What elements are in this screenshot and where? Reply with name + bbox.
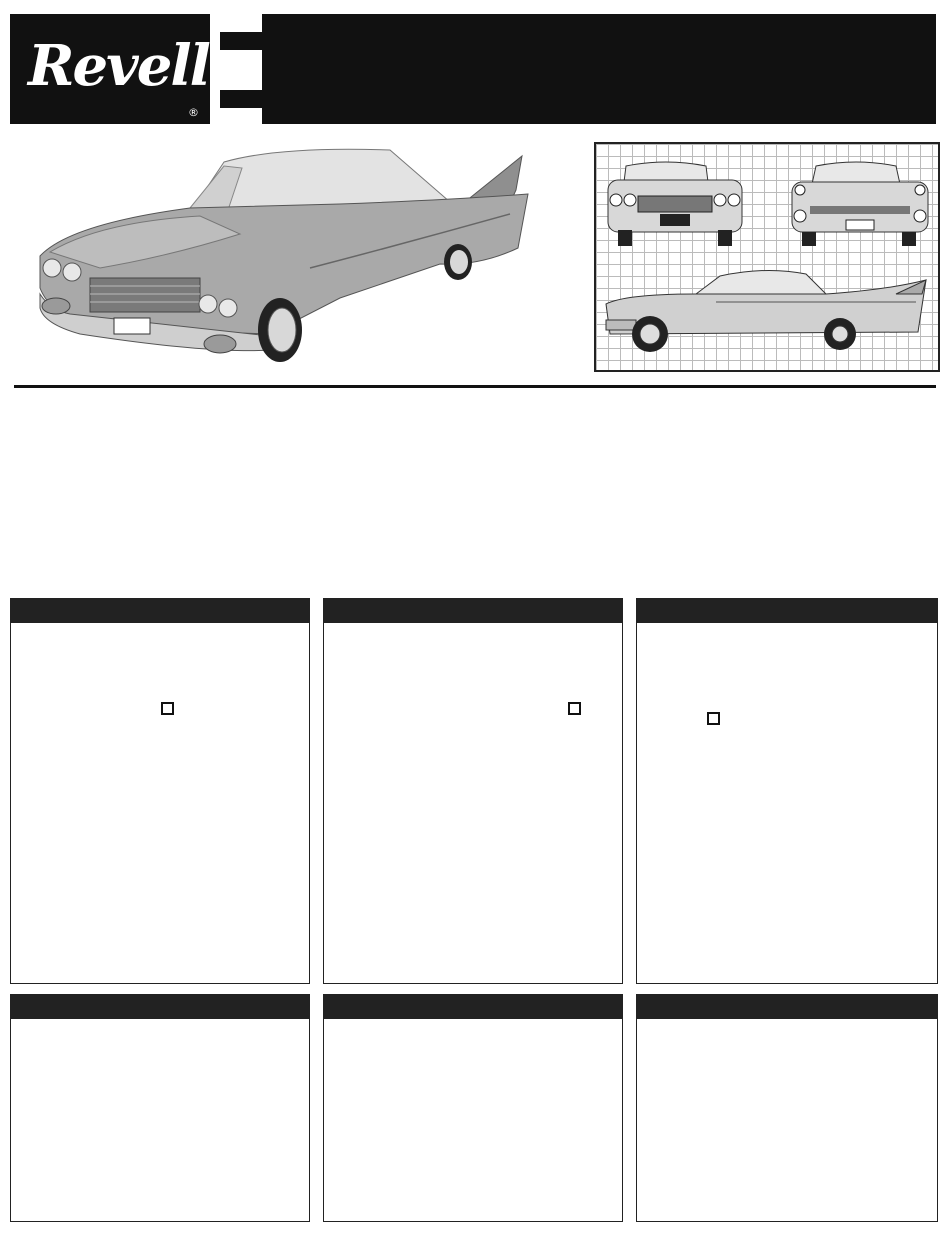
panel-header-3 [637, 599, 937, 623]
panel-header-4 [11, 995, 309, 1019]
instruction-panel-5 [323, 994, 623, 1222]
instruction-panel-2 [323, 598, 623, 984]
section-divider [14, 385, 936, 388]
instruction-panel-1 [10, 598, 310, 984]
instruction-panel-4 [10, 994, 310, 1222]
blueprint-views [594, 142, 940, 372]
blueprint-illustration [596, 144, 938, 370]
car-illustration [10, 138, 536, 378]
rear-view [792, 162, 928, 246]
front-view [608, 162, 742, 246]
instruction-panel-6 [636, 994, 938, 1222]
e-bar-bottom [220, 90, 262, 108]
panel-header-6 [637, 995, 937, 1019]
panel-header-5 [324, 995, 622, 1019]
checkbox-1[interactable] [161, 702, 174, 715]
logo-text: Revell [28, 33, 209, 99]
checkbox-3[interactable] [707, 712, 720, 725]
header-bar [10, 14, 936, 124]
revell-logo [10, 14, 208, 124]
e-logo-mark [210, 14, 262, 124]
panel-header-2 [324, 599, 622, 623]
panel-header-1 [11, 599, 309, 623]
registered-mark: ® [188, 106, 199, 119]
e-bar-top [220, 32, 262, 50]
car-model-photo [10, 138, 536, 378]
side-view [606, 270, 926, 352]
checkbox-2[interactable] [568, 702, 581, 715]
instruction-panel-3 [636, 598, 938, 984]
